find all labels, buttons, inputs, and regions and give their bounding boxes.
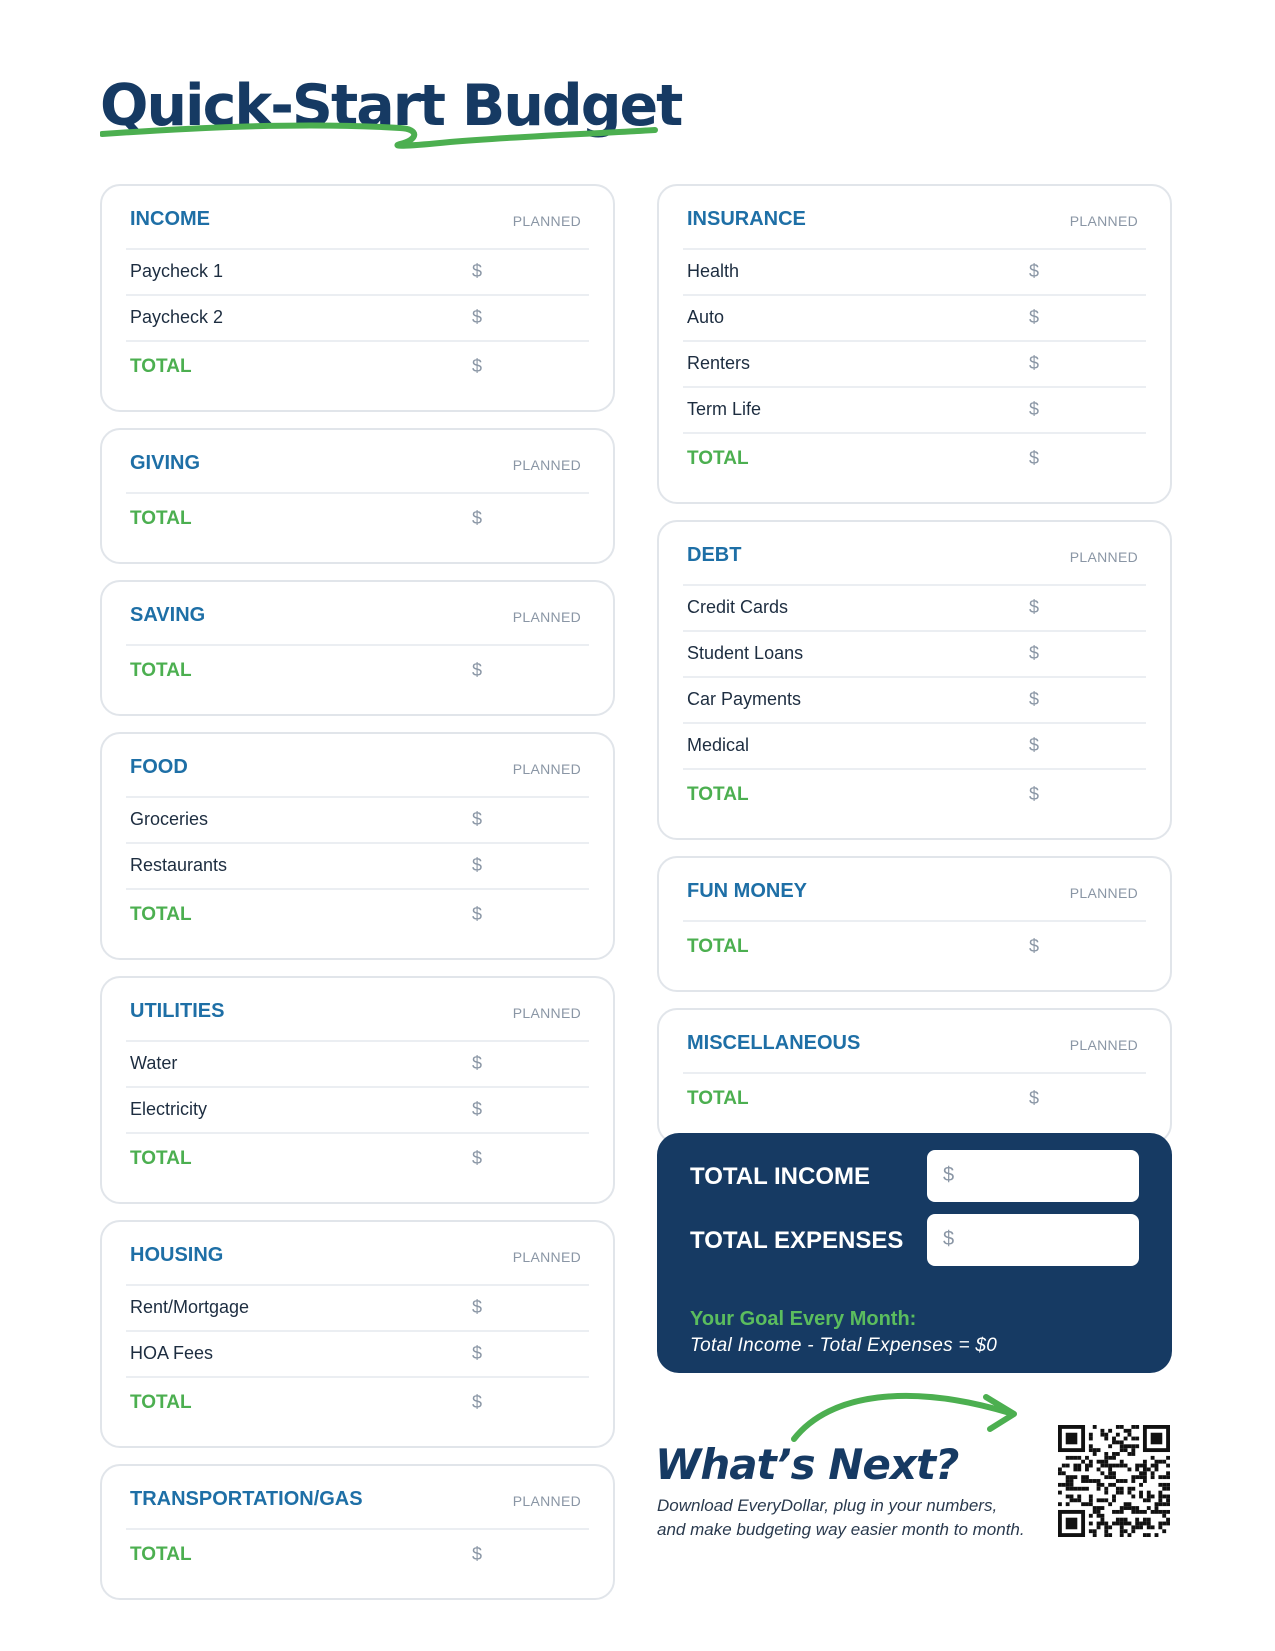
category-title: FUN MONEY — [687, 880, 807, 902]
line-item[interactable] — [126, 1040, 589, 1086]
planned-label: PLANNED — [512, 761, 581, 777]
page-title: Quick-Start Budget — [100, 73, 682, 139]
planned-label: PLANNED — [1069, 1037, 1138, 1053]
total-expenses-field[interactable] — [927, 1214, 1139, 1266]
currency-symbol: $ — [1029, 936, 1040, 956]
total-label: TOTAL — [130, 356, 192, 377]
card-header — [130, 756, 581, 786]
currency-symbol: $ — [472, 508, 483, 528]
currency-symbol: $ — [472, 855, 483, 875]
total-label: TOTAL — [130, 660, 192, 681]
card-header — [130, 1000, 581, 1030]
title-squiggle-icon — [100, 120, 660, 160]
line-item[interactable] — [126, 1086, 589, 1132]
total-row[interactable] — [126, 1132, 589, 1178]
total-row[interactable] — [126, 888, 589, 934]
budget-card-transportation-gas — [100, 1464, 615, 1600]
total-row[interactable] — [126, 340, 589, 386]
line-item-label: Term Life — [687, 399, 762, 419]
total-row[interactable] — [683, 768, 1146, 814]
total-label: TOTAL — [687, 448, 749, 469]
line-item-label: Health — [687, 261, 740, 281]
currency-symbol: $ — [472, 1343, 483, 1363]
whats-next-text — [657, 1494, 1057, 1542]
planned-label: PLANNED — [512, 609, 581, 625]
card-header — [687, 208, 1138, 238]
total-row[interactable] — [126, 1528, 589, 1574]
total-label: TOTAL — [130, 508, 192, 529]
budget-card-insurance — [657, 184, 1172, 504]
line-item[interactable] — [126, 1284, 589, 1330]
planned-label: PLANNED — [1069, 885, 1138, 901]
line-item-label: Paycheck 1 — [130, 261, 224, 281]
planned-label: PLANNED — [1069, 213, 1138, 229]
budget-card-miscellaneous — [657, 1008, 1172, 1144]
total-row[interactable] — [683, 920, 1146, 966]
planned-label: PLANNED — [512, 1493, 581, 1509]
line-item[interactable] — [126, 294, 589, 340]
budget-card-saving — [100, 580, 615, 716]
category-title: FOOD — [130, 756, 188, 778]
qr-code-icon[interactable] — [1058, 1425, 1170, 1537]
card-header — [687, 1032, 1138, 1062]
currency-symbol: $ — [472, 809, 483, 829]
currency-symbol: $ — [472, 1053, 483, 1073]
category-title: INSURANCE — [687, 208, 806, 230]
total-label: TOTAL — [130, 1392, 192, 1413]
category-title: SAVING — [130, 604, 206, 626]
summary-box — [657, 1133, 1172, 1373]
line-item[interactable] — [126, 842, 589, 888]
whats-next-line-1: Download EveryDollar, plug in your numbers, — [657, 1496, 998, 1515]
line-item-label: Groceries — [130, 809, 209, 829]
planned-label: PLANNED — [512, 457, 581, 473]
currency-symbol: $ — [1029, 399, 1040, 419]
total-label: TOTAL — [130, 1148, 192, 1169]
planned-label: PLANNED — [1069, 549, 1138, 565]
budget-card-giving — [100, 428, 615, 564]
currency-symbol: $ — [1029, 689, 1040, 709]
total-label: TOTAL — [130, 904, 192, 925]
line-item[interactable] — [126, 1330, 589, 1376]
category-title: GIVING — [130, 452, 201, 474]
currency-symbol: $ — [472, 261, 483, 281]
line-item[interactable] — [126, 248, 589, 294]
line-item[interactable] — [126, 796, 589, 842]
currency-symbol: $ — [1029, 735, 1040, 755]
curved-arrow-icon — [790, 1383, 1030, 1443]
total-label: TOTAL — [687, 784, 749, 805]
currency-symbol: $ — [1029, 448, 1040, 468]
whats-next-line-2: and make budgeting way easier month to month. — [657, 1520, 1025, 1539]
whats-next-title: What’s Next? — [655, 1440, 959, 1489]
line-item-label: Car Payments — [687, 689, 802, 709]
currency-symbol: $ — [472, 1544, 483, 1564]
line-item[interactable] — [683, 584, 1146, 630]
line-item[interactable] — [683, 630, 1146, 676]
planned-label: PLANNED — [512, 1249, 581, 1265]
total-label: TOTAL — [687, 1088, 749, 1109]
total-income-field[interactable] — [927, 1150, 1139, 1202]
total-row[interactable] — [126, 492, 589, 538]
line-item-label: Renters — [687, 353, 751, 373]
currency-symbol: $ — [472, 660, 483, 680]
line-item-label: Auto — [687, 307, 725, 327]
line-item[interactable] — [683, 340, 1146, 386]
total-income-label: TOTAL INCOME — [690, 1163, 870, 1190]
total-row[interactable] — [683, 1072, 1146, 1118]
currency-symbol: $ — [472, 904, 483, 924]
currency-symbol: $ — [943, 1228, 955, 1250]
budget-card-food — [100, 732, 615, 960]
budget-card-housing — [100, 1220, 615, 1448]
currency-symbol: $ — [1029, 353, 1040, 373]
line-item[interactable] — [683, 386, 1146, 432]
line-item[interactable] — [683, 722, 1146, 768]
line-item[interactable] — [683, 248, 1146, 294]
category-title: HOUSING — [130, 1244, 224, 1266]
currency-symbol: $ — [943, 1164, 955, 1186]
currency-symbol: $ — [1029, 261, 1040, 281]
line-item-label: Student Loans — [687, 643, 804, 663]
budget-card-income — [100, 184, 615, 412]
total-expenses-label: TOTAL EXPENSES — [690, 1227, 904, 1254]
card-header — [130, 1488, 581, 1518]
planned-label: PLANNED — [512, 1005, 581, 1021]
card-header — [130, 604, 581, 634]
line-item-label: Credit Cards — [687, 597, 789, 617]
line-item-label: Water — [130, 1053, 178, 1073]
goal-formula: Total Income - Total Expenses = $0 — [690, 1335, 998, 1356]
currency-symbol: $ — [472, 1392, 483, 1412]
total-label: TOTAL — [130, 1544, 192, 1565]
currency-symbol: $ — [1029, 307, 1040, 327]
currency-symbol: $ — [472, 1148, 483, 1168]
category-title: DEBT — [687, 544, 742, 566]
currency-symbol: $ — [1029, 784, 1040, 804]
card-header — [130, 452, 581, 482]
currency-symbol: $ — [1029, 643, 1040, 663]
line-item-label: Paycheck 2 — [130, 307, 224, 327]
line-item[interactable] — [683, 294, 1146, 340]
currency-symbol: $ — [472, 1099, 483, 1119]
currency-symbol: $ — [1029, 1088, 1040, 1108]
category-title: MISCELLANEOUS — [687, 1032, 861, 1054]
category-title: TRANSPORTATION/GAS — [130, 1488, 363, 1510]
currency-symbol: $ — [472, 356, 483, 376]
category-title: UTILITIES — [130, 1000, 225, 1022]
card-header — [687, 544, 1138, 574]
card-header — [130, 1244, 581, 1274]
currency-symbol: $ — [472, 1297, 483, 1317]
line-item[interactable] — [683, 676, 1146, 722]
line-item-label: Rent/Mortgage — [130, 1297, 250, 1317]
total-row[interactable] — [683, 432, 1146, 478]
card-header — [687, 880, 1138, 910]
category-title: INCOME — [130, 208, 210, 230]
line-item-label: Electricity — [130, 1099, 208, 1119]
budget-card-fun-money — [657, 856, 1172, 992]
total-row[interactable] — [126, 644, 589, 690]
page-title-wrap — [100, 70, 682, 160]
line-item-label: HOA Fees — [130, 1343, 214, 1363]
line-item-label: Medical — [687, 735, 750, 755]
card-header — [130, 208, 581, 238]
total-row[interactable] — [126, 1376, 589, 1422]
goal-label: Your Goal Every Month: — [690, 1308, 917, 1330]
line-item-label: Restaurants — [130, 855, 228, 875]
planned-label: PLANNED — [512, 213, 581, 229]
budget-card-utilities — [100, 976, 615, 1204]
budget-card-debt — [657, 520, 1172, 840]
currency-symbol: $ — [1029, 597, 1040, 617]
currency-symbol: $ — [472, 307, 483, 327]
total-label: TOTAL — [687, 936, 749, 957]
